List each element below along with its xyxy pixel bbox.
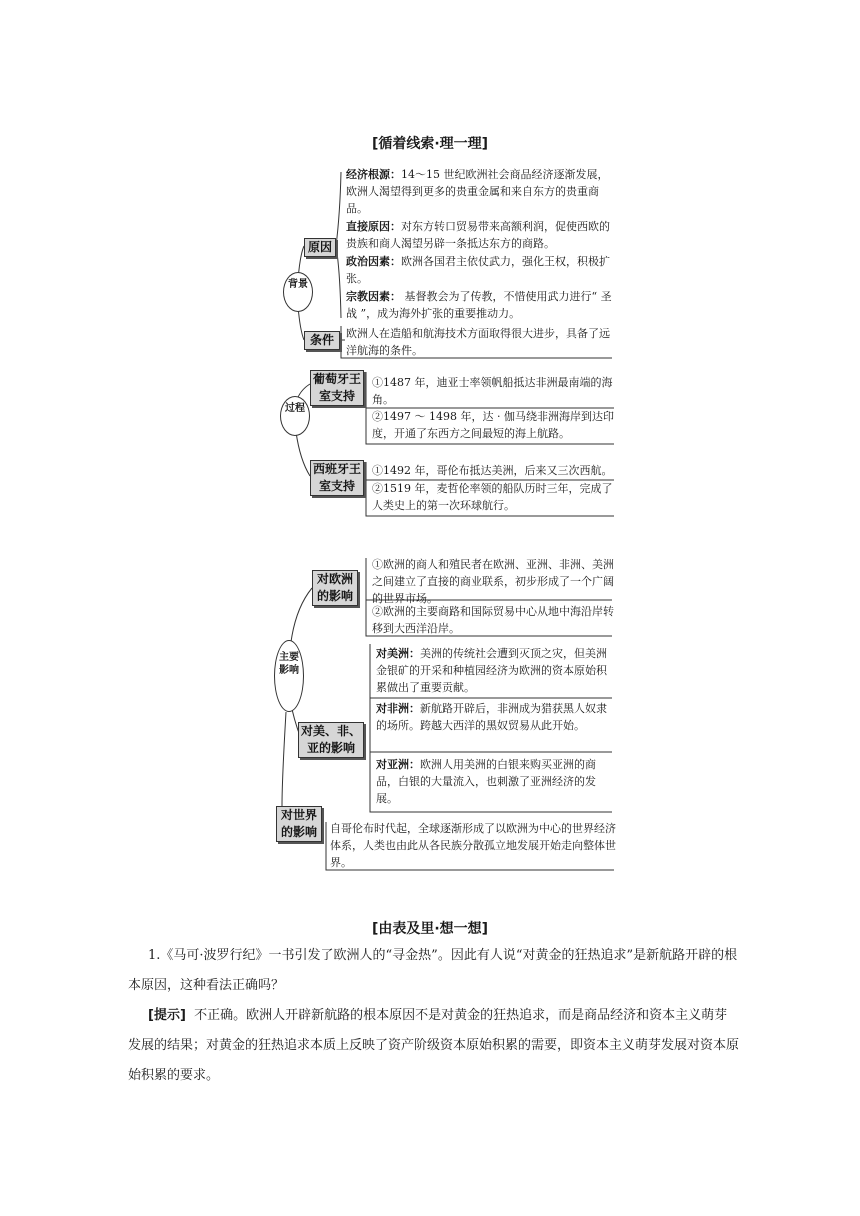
- spain-item-1: ①1492 年，哥伦布抵达美洲，后来又三次西航。: [372, 464, 613, 477]
- others-impact-box: 对美、非、亚的影响: [298, 722, 364, 758]
- reason-item-religious: 宗教因素： 基督教会为了传教，不惜使用武力进行“ 圣战 ”，成为海外扩张的重要推动力。: [346, 290, 612, 320]
- background-circle: 背景: [283, 272, 313, 312]
- europe-item-2: ②欧洲的主要商路和国际贸易中心从地中海沿岸转移到大西洋沿岸。: [372, 605, 614, 635]
- process-circle: 过程: [280, 396, 310, 436]
- reason-item-political: 政治因素：欧洲各国君主依仗武力，强化王权，积极扩张。: [346, 255, 610, 285]
- portugal-item-2: ②1497 ～ 1498 年，达 · 伽马绕非洲海岸到达印度，开通了东西方之间最短的海上航路。: [372, 410, 614, 440]
- reason-item-direct: 直接原因：对东方转口贸易带来高额利润，促使西欧的贵族和商人渴望另辟一条抵达东方的商路。: [346, 220, 610, 250]
- spain-item-2: ②1519 年，麦哲伦率领的船队历时三年，完成了人类史上的第一次环球航行。: [372, 482, 613, 512]
- world-impact-text: 自哥伦布时代起，全球逐渐形成了以欧洲为中心的世界经济体系，人类也由此从各民族分散孤立地发展开始走向整体世界。: [330, 822, 616, 869]
- portugal-item-1: ①1487 年，迪亚士率领帆船抵达非洲最南端的海角。: [372, 376, 613, 406]
- condition-box: 条件: [304, 331, 340, 350]
- reason-item-economic: 经济根源：14～15 世纪欧洲社会商品经济逐渐发展，欧洲人渴望得到更多的贵重金属和来自东方的贵重商品。: [346, 168, 609, 215]
- impact-africa: 对非洲：新航路开辟后，非洲成为猎获黑人奴隶的场所。跨越大西洋的黑奴贸易从此开始。: [376, 702, 607, 732]
- sort-heading: [循着线索·理一理]: [371, 136, 489, 152]
- think-heading: [由表及里·想一想]: [371, 921, 489, 937]
- europe-item-1: ①欧洲的商人和殖民者在欧洲、亚洲、非洲、美洲之间建立了直接的商业联系，初步形成了一个广阔的世界市场。: [372, 558, 614, 605]
- spain-box: 西班牙王室支持: [310, 460, 364, 496]
- impact-circle: 主要影响: [274, 640, 304, 712]
- impact-asia: 对亚洲：欧洲人用美洲的白银来购买亚洲的商品，白银的大量流入，也刺激了亚洲经济的发展。: [376, 758, 596, 805]
- portugal-box: 葡萄牙王室支持: [310, 370, 364, 406]
- world-impact-box: 对世界的影响: [276, 806, 322, 842]
- europe-impact-box: 对欧洲的影响: [312, 570, 358, 606]
- condition-text: 欧洲人在造船和航海技术方面取得很大进步，具备了远洋航海的条件。: [346, 327, 610, 357]
- tip-label: [提示]: [148, 1008, 186, 1023]
- impact-america: 对美洲：美洲的传统社会遭到灭顶之灾，但美洲金银矿的开采和种植园经济为欧洲的资本原始积累做出了重要贡献。: [376, 647, 607, 694]
- question-1-tip: [提示] 不正确。欧洲人开辟新航路的根本原因不是对黄金的狂热追求，而是商品经济和资本主义萌芽发展的结果；对黄金的狂热追求本质上反映了资产阶级资本原始积累的需要，即资本主义萌芽发展对资本原始积累的要求。: [128, 1008, 740, 1083]
- reason-box: 原因: [304, 238, 336, 257]
- question-1: 1.《马可·波罗行纪》一书引发了欧洲人的“寻金热”。因此有人说“对黄金的狂热追求”是新航路开辟的根本原因，这种看法正确吗？: [128, 948, 738, 993]
